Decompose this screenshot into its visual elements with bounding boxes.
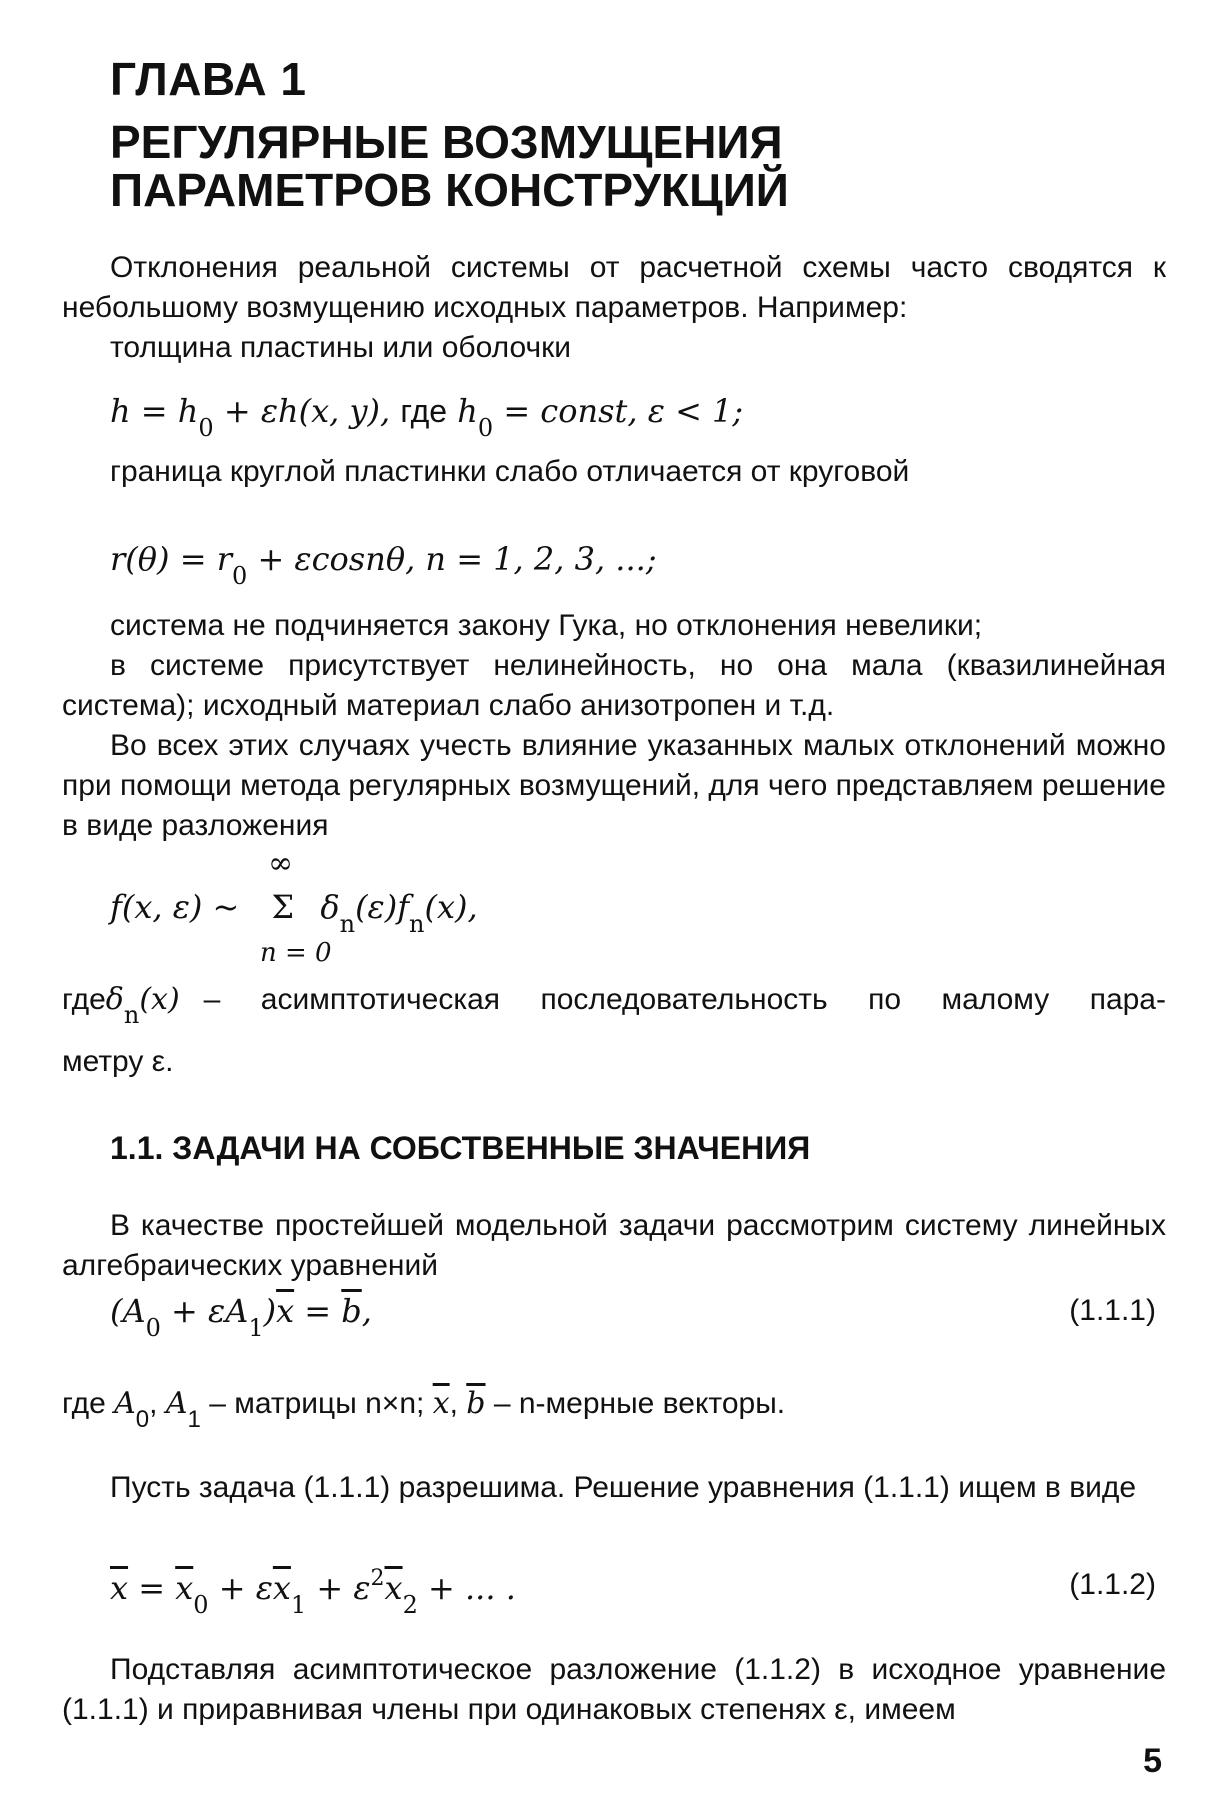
intro-paragraph-6: Во всех этих случаях учесть влияние указанных малых отклонений можно при помощи метода регулярных возмущений, для чего представляем решение в виде разложения (62, 729, 1166, 842)
intro-paragraph-7-end: метру ε. (62, 1045, 174, 1078)
formula-expansion: f(x, ε) ~ Σ $\delta_n(\varepsilon)f_n(x)$, (110, 888, 478, 938)
equation-number-1-1-1: (1.1.1) (1069, 1294, 1156, 1327)
chapter-label: ГЛАВА 1 (110, 53, 307, 105)
equation-1-1-2: $\overline{x} = \overline{x}_0 + \varepsilon\overline{x}_1 + \varepsilon^2\overline{x}_2$ + ... . (110, 1566, 516, 1619)
intro-paragraph-2: толщина пластины или оболочки (110, 331, 571, 364)
intro-paragraph-5: в системе присутствует нелинейность, но она мала (квазилинейная система); исходный материал слабо анизотропен и т.д. (62, 649, 1166, 722)
equation-number-1-1-2: (1.1.2) (1069, 1568, 1156, 1601)
intro-paragraph-1: Отклонения реальной системы от расчетной схемы часто сводятся к небольшому возмущению исходных параметров. Например: (62, 251, 1166, 324)
section-paragraph-2: где $A_0$, $A_1$ – матрицы n×n; $\overline{x}$, $\overline{b}$ – n-мерные векторы. (62, 1386, 786, 1433)
sum-lower-limit: n = 0 (260, 938, 332, 968)
formula-boundary: $r(\theta) = r_0 + \varepsilon\cos n\theta$, n = 1, 2, 3, ...; (110, 540, 657, 590)
chapter-title: РЕГУЛЯРНЫЕ ВОЗМУЩЕНИЯ ПАРАМЕТРОВ КОНСТРУКЦИЙ (110, 116, 789, 216)
intro-paragraph-4: система не подчиняется закону Гука, но отклонения невелики; (110, 609, 983, 642)
section-heading: 1.1. ЗАДАЧИ НА СОБСТВЕННЫЕ ЗНАЧЕНИЯ (110, 1130, 811, 1166)
intro-paragraph-3: граница круглой пластинки слабо отличается от круговой (110, 455, 910, 488)
equation-1-1-1: $(A_0 + \varepsilon A_1)\overline{x} = \overline{b}$, (110, 1292, 372, 1342)
intro-paragraph-7-text: – асимптотическая последовательность по малому пара- (203, 983, 1166, 1016)
formula-thickness: $h = h_0 + \varepsilon h(x$, y), где $h_0$ = const, ε < 1; (110, 392, 744, 442)
intro-paragraph-7 (62, 980, 1166, 1035)
section-paragraph-3: Пусть задача (1.1.1) разрешима. Решение уравнения (1.1.1) ищем в виде (110, 1471, 1137, 1504)
word-where: где (62, 983, 106, 1016)
page-number: 5 (1143, 1742, 1162, 1780)
sum-upper-limit: ∞ (268, 846, 293, 881)
section-paragraph-4: Подставляя асимптотическое разложение (1.1.2) в исходное уравнение (1.1.1) и приравнивая члены при одинаковых степенях ε, имеем (62, 1653, 1166, 1726)
section-paragraph-1: В качестве простейшей модельной задачи рассмотрим систему линейных алгебраических уравнений (62, 1209, 1166, 1282)
delta-symbol: $\delta_n(x)$ (105, 982, 180, 1029)
